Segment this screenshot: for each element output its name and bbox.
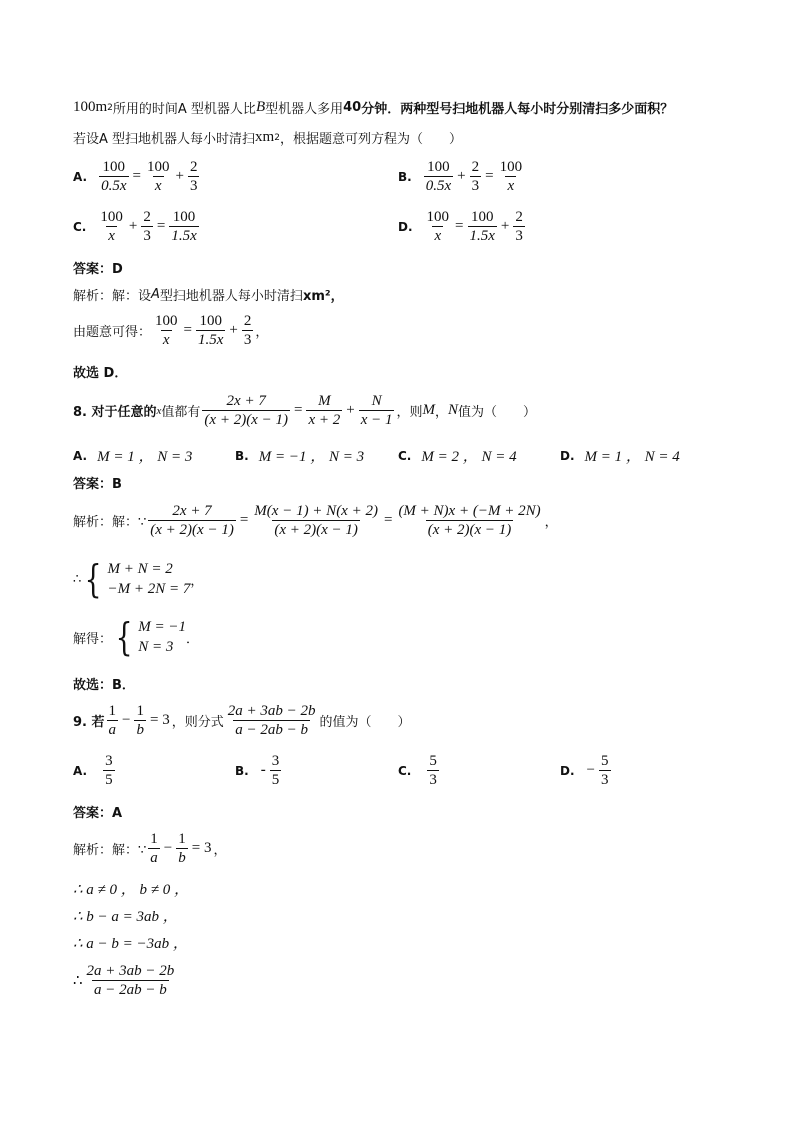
equals-sign: = bbox=[383, 512, 393, 528]
question-number: 9. 若 bbox=[73, 715, 105, 730]
punctuation: ， bbox=[434, 405, 448, 420]
fraction: $\frac{2x + 7}{(x + 2)(x - 1)}$ bbox=[204, 393, 288, 428]
q7-conclusion: 故选 D． bbox=[73, 366, 128, 381]
stem-text: 值都有 bbox=[161, 405, 201, 420]
option-label: B. bbox=[398, 169, 412, 184]
intro-unit-x: xm bbox=[255, 129, 275, 145]
punctuation: ， bbox=[255, 325, 269, 340]
analysis-prefix: 解析：解：设 bbox=[73, 289, 152, 304]
fraction: $\frac{5}{3}$ bbox=[601, 753, 609, 788]
fraction: $\frac{100}{x}$ bbox=[499, 159, 523, 194]
system-row: −M + 2N = 7 bbox=[107, 581, 191, 597]
fraction: $\frac{2a + 3ab - 2b}{a - 2ab - b}$ bbox=[86, 963, 175, 998]
derive-label: 由题意可得： bbox=[73, 325, 152, 340]
variable-n: N bbox=[448, 402, 459, 418]
option-label: C. bbox=[398, 448, 412, 463]
equals-sign: = bbox=[485, 168, 494, 184]
equals-value: = 3 bbox=[149, 712, 170, 728]
stem-text: 的值为（ ） bbox=[319, 715, 411, 730]
left-brace-icon: { bbox=[115, 615, 133, 659]
analysis-prefix: 解析：解：∵ bbox=[73, 515, 147, 530]
option-text: M = 1 ， N = 3 bbox=[97, 449, 193, 465]
q7-equation bbox=[73, 312, 268, 349]
q8-option-d bbox=[560, 445, 680, 466]
option-label: A. bbox=[73, 763, 88, 778]
equation-system bbox=[112, 617, 186, 657]
fraction: $\frac{100}{1.5x}$ bbox=[197, 313, 224, 348]
fraction: $\frac{(M + N)x + (-M + 2N)}{(x + 2)(x - 1)}$ bbox=[398, 503, 541, 538]
plus-sign: + bbox=[175, 168, 184, 184]
q9-step-3: ∴ a − b = −3ab ， bbox=[73, 936, 188, 952]
fraction: $\frac{3}{5}$ bbox=[271, 753, 280, 788]
q8-option-c bbox=[398, 445, 517, 466]
fraction: $\frac{2}{3}$ bbox=[515, 209, 523, 244]
q8-answer: 答案：B bbox=[73, 477, 122, 492]
fraction: $\frac{1}{b}$ bbox=[178, 831, 186, 866]
fraction: $\frac{1}{b}$ bbox=[136, 703, 144, 738]
option-label: D. bbox=[398, 219, 413, 234]
fraction: $\frac{100}{1.5x}$ bbox=[171, 209, 197, 244]
q7-analysis bbox=[73, 285, 344, 304]
plus-sign: + bbox=[229, 322, 238, 338]
fraction: $\frac{2}{3}$ bbox=[471, 159, 480, 194]
q8-option-a bbox=[73, 445, 192, 466]
punctuation: ， bbox=[544, 515, 558, 530]
fraction: $\frac{1}{a}$ bbox=[108, 703, 117, 738]
fraction: $\frac{2a + 3ab - 2b}{a - 2ab - b}$ bbox=[227, 703, 316, 738]
equals-sign: = bbox=[156, 218, 166, 234]
q7-option-b bbox=[398, 158, 526, 195]
question-number: 8. 对于任意的 bbox=[73, 405, 157, 420]
fraction: $\frac{2x + 7}{(x + 2)(x - 1)}$ bbox=[150, 503, 234, 538]
q8-conclusion: 故选：B． bbox=[73, 678, 135, 693]
stem-text: 值为（ ） bbox=[458, 405, 537, 420]
left-brace-icon: { bbox=[84, 557, 102, 601]
q8-analysis bbox=[73, 502, 558, 539]
q7-option-a bbox=[73, 158, 201, 195]
q9-option-b bbox=[235, 752, 283, 789]
fraction: $\frac{100}{x}$ bbox=[146, 159, 170, 194]
therefore-symbol: ∴ bbox=[73, 571, 82, 587]
q9-option-d bbox=[560, 752, 613, 789]
analysis-letter-a: A bbox=[151, 287, 160, 302]
fraction: $\frac{2}{3}$ bbox=[143, 209, 151, 244]
equals-sign: = bbox=[455, 218, 464, 234]
equals-sign: = bbox=[293, 402, 303, 418]
q7-option-c bbox=[73, 208, 201, 245]
equals-value: = 3 bbox=[191, 840, 212, 856]
intro-line-2 bbox=[73, 128, 462, 147]
variable-x: x bbox=[156, 404, 162, 417]
option-sign: - bbox=[260, 762, 266, 778]
q7-option-d bbox=[398, 208, 527, 245]
plus-sign: + bbox=[500, 218, 510, 234]
option-label: C. bbox=[73, 219, 87, 234]
option-label: B. bbox=[235, 763, 249, 778]
option-text: M = 2 ， N = 4 bbox=[421, 449, 517, 465]
intro-text-5: ，根据题意可列方程为（ ） bbox=[279, 132, 462, 147]
solve-label: 解得： bbox=[73, 631, 113, 647]
plus-sign: + bbox=[346, 402, 355, 418]
fraction: $\frac{M}{x + 2}$ bbox=[308, 393, 341, 428]
q9-step-2: ∴ b − a = 3ab ， bbox=[73, 909, 178, 925]
option-text: M = −1 ， N = 3 bbox=[258, 449, 365, 465]
area-value: 100m bbox=[73, 99, 108, 115]
q7-answer: 答案：D bbox=[73, 262, 123, 277]
system-row: N = 3 bbox=[138, 639, 174, 655]
option-text: M = 1 ， N = 4 bbox=[584, 449, 680, 465]
intro-text-2: 型机器人多用 bbox=[265, 102, 344, 117]
option-label: D. bbox=[560, 763, 575, 778]
area-exponent: 2 bbox=[107, 102, 113, 113]
fraction: $\frac{100}{x}$ bbox=[155, 313, 178, 348]
option-label: A. bbox=[73, 448, 88, 463]
stem-text: ，则 bbox=[396, 405, 423, 420]
q8-option-b bbox=[235, 445, 364, 466]
fraction: $\frac{2}{3}$ bbox=[243, 313, 252, 348]
fraction: $\frac{2}{3}$ bbox=[189, 159, 198, 194]
punctuation: ． bbox=[185, 631, 199, 647]
intro-minutes: 40 bbox=[343, 100, 362, 115]
q8-system-1 bbox=[73, 559, 203, 599]
fraction: $\frac{100}{0.5x}$ bbox=[425, 159, 452, 194]
q9-step-4 bbox=[73, 962, 178, 999]
minus-sign: − bbox=[163, 840, 173, 856]
intro-unit-sup: 2 bbox=[274, 132, 280, 143]
fraction: $\frac{3}{5}$ bbox=[105, 753, 113, 788]
q9-step-1: ∴ a ≠ 0 ， b ≠ 0 ， bbox=[73, 882, 190, 898]
option-label: A. bbox=[73, 169, 88, 184]
q8-stem bbox=[73, 392, 536, 429]
equation-system bbox=[81, 559, 190, 599]
plus-sign: + bbox=[128, 218, 138, 234]
intro-text-1: 所用的时间A 型机器人比 bbox=[112, 102, 256, 117]
stem-text: ，则分式 bbox=[171, 715, 224, 730]
fraction: $\frac{100}{1.5x}$ bbox=[469, 209, 495, 244]
option-sign: − bbox=[586, 762, 595, 778]
analysis-unit: xm²， bbox=[302, 289, 344, 304]
q8-system-2 bbox=[73, 617, 199, 657]
punctuation: ， bbox=[213, 843, 227, 858]
option-label: D. bbox=[560, 448, 575, 463]
q9-option-a bbox=[73, 752, 117, 789]
fraction: $\frac{5}{3}$ bbox=[429, 753, 437, 788]
intro-letter-b: B bbox=[255, 99, 266, 115]
analysis-prefix: 解析：解：∵ bbox=[73, 843, 147, 858]
fraction: $\frac{100}{x}$ bbox=[100, 209, 123, 244]
intro-text-3: 分钟．两种型号扫地机器人每小时分别清扫多少面积？ bbox=[361, 102, 674, 117]
plus-sign: + bbox=[457, 168, 466, 184]
q9-analysis bbox=[73, 830, 226, 867]
variable-m: M bbox=[422, 402, 435, 418]
q9-stem bbox=[73, 702, 410, 739]
fraction: $\frac{N}{x - 1}$ bbox=[360, 393, 393, 428]
fraction: $\frac{M(x - 1) + N(x + 2)}{(x + 2)(x - 1)}$ bbox=[254, 503, 378, 538]
intro-text-4: 若设A 型扫地机器人每小时清扫 bbox=[73, 132, 256, 147]
fraction: $\frac{100}{0.5x}$ bbox=[101, 159, 127, 194]
punctuation: ， bbox=[190, 573, 204, 589]
fraction: $\frac{1}{a}$ bbox=[150, 831, 158, 866]
equals-sign: = bbox=[239, 512, 249, 528]
system-row: M = −1 bbox=[138, 619, 186, 635]
option-label: C. bbox=[398, 763, 412, 778]
q9-option-c bbox=[398, 752, 441, 789]
intro-line-1 bbox=[73, 98, 673, 117]
fraction: $\frac{100}{x}$ bbox=[426, 209, 450, 244]
equals-sign: = bbox=[132, 168, 141, 184]
option-label: B. bbox=[235, 448, 249, 463]
q9-answer: 答案：A bbox=[73, 806, 123, 821]
equals-sign: = bbox=[183, 322, 192, 338]
minus-sign: − bbox=[122, 712, 131, 728]
therefore-symbol: ∴ bbox=[73, 973, 83, 989]
system-row: M + N = 2 bbox=[107, 561, 173, 577]
analysis-text: 型扫地机器人每小时清扫 bbox=[159, 289, 303, 304]
